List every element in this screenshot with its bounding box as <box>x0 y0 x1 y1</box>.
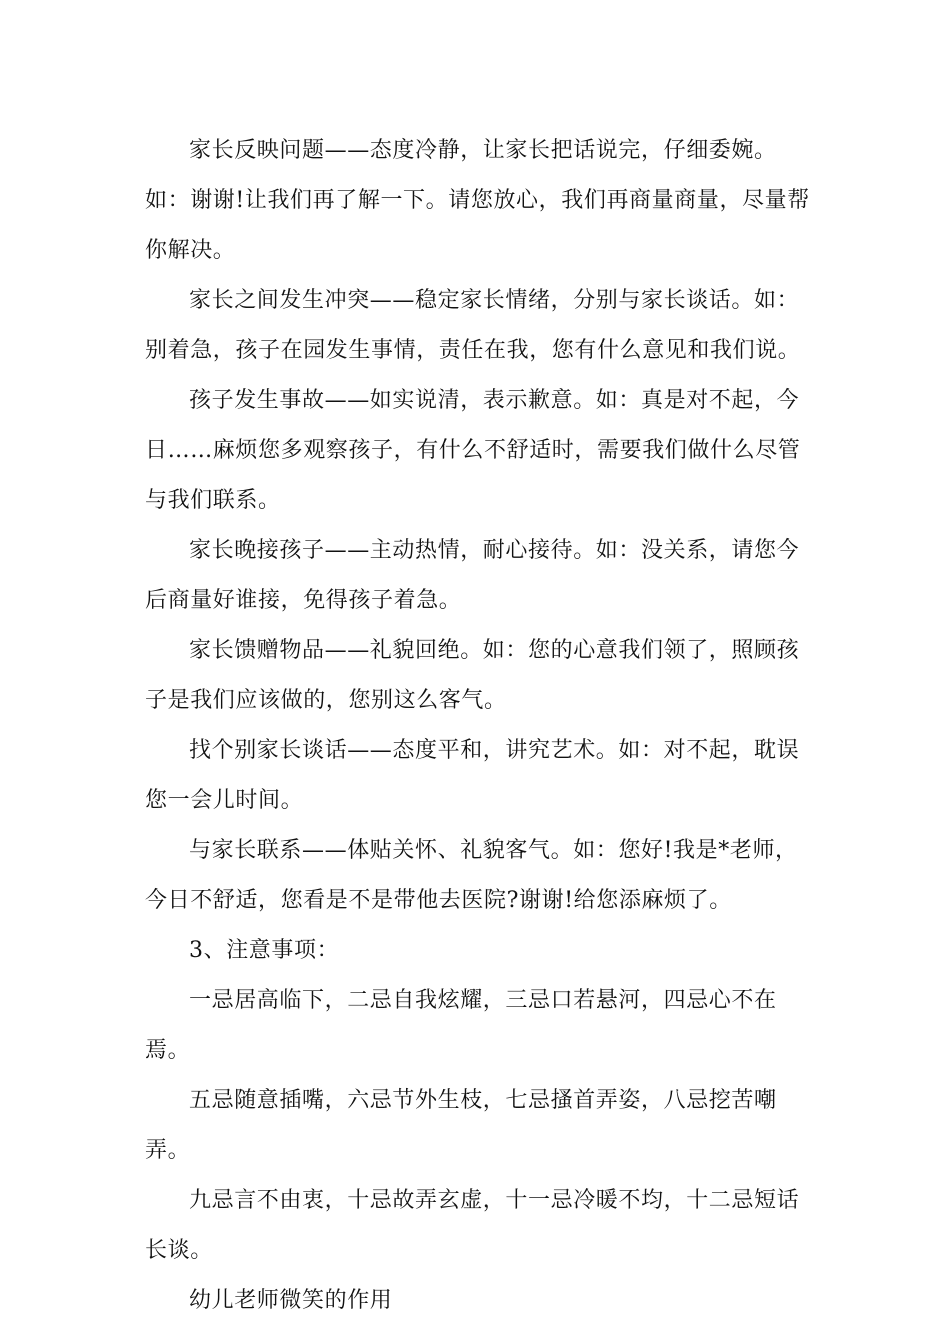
paragraph-individual-talk: 找个别家长谈话——态度平和，讲究艺术。如：对不起，耽误您一会儿时间。 <box>145 738 800 813</box>
paragraph-gift-declining: 家长馈赠物品——礼貌回绝。如：您的心意我们领了，照顾孩子是我们应该做的，您别这么客气。 <box>145 638 800 713</box>
paragraph-late-pickup: 家长晚接孩子——主动热情，耐心接待。如：没关系，请您今后商量好谁接，免得孩子着急。 <box>145 538 800 613</box>
list-item-taboos-2: 五忌随意插嘴，六忌节外生枝，七忌搔首弄姿，八忌挖苦嘲弄。 <box>145 1088 777 1163</box>
paragraph-contact-parent: 与家长联系——体贴关怀、礼貌客气。如：您好!我是*老师，今日不舒适，您看是不是带他去医院?谢谢!给您添麻烦了。 <box>145 838 798 913</box>
paragraph-parent-complaint: 家长反映问题——态度冷静，让家长把话说完，仔细委婉。如：谢谢!让我们再了解一下。请您放心，我们再商量商量，尽量帮你解决。 <box>145 138 810 263</box>
document-body <box>145 126 810 1326</box>
list-item-taboos-1: 一忌居高临下，二忌自我炫耀，三忌口若悬河，四忌心不在焉。 <box>145 988 777 1063</box>
paragraph-child-accident: 孩子发生事故——如实说清，表示歉意。如：真是对不起，今日……麻烦您多观察孩子，有什么不舒适时，需要我们做什么尽管与我们联系。 <box>145 388 801 513</box>
list-item-taboos-3: 九忌言不由衷，十忌故弄玄虚，十一忌冷暖不均，十二忌短话长谈。 <box>145 1188 800 1263</box>
section-heading-smile: 幼儿老师微笑的作用 <box>189 1288 393 1313</box>
section-heading-notes: 3、注意事项： <box>189 938 340 963</box>
paragraph-parent-conflict: 家长之间发生冲突——稳定家长情绪，分别与家长谈话。如：别着急，孩子在园发生事情，责任在我，您有什么意见和我们说。 <box>145 288 801 363</box>
